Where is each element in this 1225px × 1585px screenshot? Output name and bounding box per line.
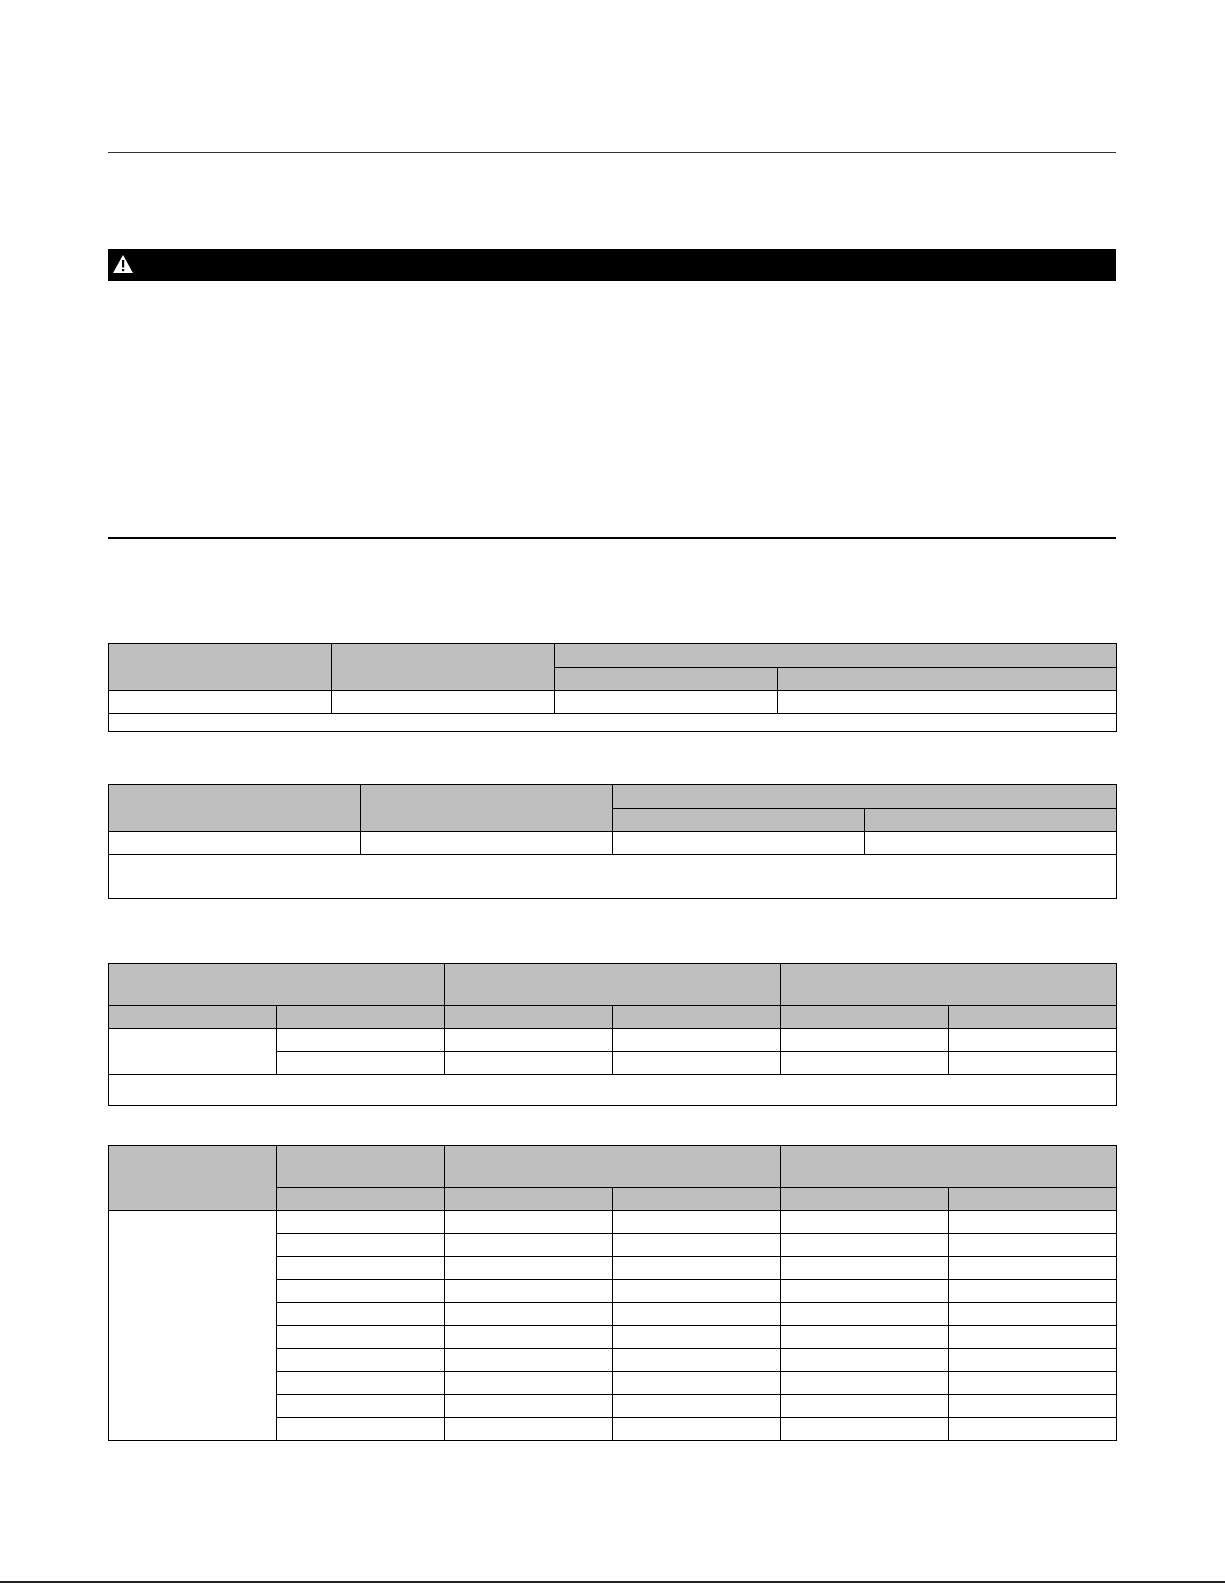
table-cell (613, 1372, 781, 1395)
spec-table-1 (108, 643, 1117, 732)
table-cell (613, 1418, 781, 1441)
table-cell (613, 1280, 781, 1303)
table-subheader-cell (277, 1006, 445, 1029)
table-cell (445, 1211, 613, 1234)
table-cell (109, 1211, 277, 1441)
table-cell (277, 1052, 445, 1075)
table-cell (332, 691, 555, 714)
section-divider (108, 537, 1116, 539)
table-cell (949, 1418, 1117, 1441)
table-header-cell (332, 644, 555, 691)
table-header-cell (613, 785, 1117, 809)
table-cell (613, 1257, 781, 1280)
table-subheader-cell (445, 1006, 613, 1029)
table-cell (613, 1395, 781, 1418)
table-cell (109, 691, 332, 714)
table-subheader-cell (445, 1188, 613, 1211)
table-cell (949, 1349, 1117, 1372)
table-cell (277, 1372, 445, 1395)
table-cell (613, 1211, 781, 1234)
table-cell (277, 1303, 445, 1326)
table-cell (949, 1257, 1117, 1280)
table-subheader-cell (613, 1006, 781, 1029)
table-subheader-cell (277, 1188, 445, 1211)
table-cell (277, 1257, 445, 1280)
table-subheader-cell (781, 1006, 949, 1029)
table-cell (109, 832, 361, 855)
table-cell (949, 1029, 1117, 1052)
table-cell (445, 1303, 613, 1326)
table-row (109, 1029, 1117, 1052)
table-header-cell (109, 1146, 277, 1211)
table-cell (445, 1257, 613, 1280)
table-cell (949, 1211, 1117, 1234)
table-cell (949, 1234, 1117, 1257)
table-subheader-cell (781, 1188, 949, 1211)
table-cell (277, 1395, 445, 1418)
table-cell (781, 1257, 949, 1280)
table-cell (781, 1349, 949, 1372)
table-cell (613, 1029, 781, 1052)
table-header-cell (555, 644, 1117, 668)
table-cell (949, 1372, 1117, 1395)
table-cell (613, 1326, 781, 1349)
table-cell (613, 1303, 781, 1326)
table-cell (361, 832, 613, 855)
table-subheader-cell (949, 1006, 1117, 1029)
table-cell (781, 1395, 949, 1418)
table-cell (949, 1326, 1117, 1349)
table-subheader-cell (949, 1188, 1117, 1211)
spec-table-3 (108, 963, 1117, 1106)
table-header-cell (361, 785, 613, 832)
table-cell (949, 1280, 1117, 1303)
table-cell (277, 1029, 445, 1052)
table-cell (555, 691, 778, 714)
table-note (109, 1075, 1117, 1106)
table-cell (781, 1029, 949, 1052)
table-cell (445, 1349, 613, 1372)
spec-table-2 (108, 784, 1117, 899)
table-cell (613, 832, 865, 855)
top-divider (108, 152, 1116, 153)
footer-divider (0, 1581, 1225, 1583)
table-cell (613, 1349, 781, 1372)
table-note (109, 855, 1117, 899)
table-cell (781, 1234, 949, 1257)
table-header-cell (445, 1146, 781, 1188)
table-subheader-cell (865, 809, 1117, 832)
table-subheader-cell (613, 809, 865, 832)
table-header-cell (781, 1146, 1117, 1188)
table-cell (781, 1303, 949, 1326)
table-row (109, 832, 1117, 855)
table-cell (781, 1372, 949, 1395)
table-header-cell (109, 785, 361, 832)
table-cell (277, 1349, 445, 1372)
table-cell (949, 1052, 1117, 1075)
table-header-cell (781, 964, 1117, 1006)
table-cell (445, 1326, 613, 1349)
table-cell (445, 1372, 613, 1395)
table-cell (781, 1052, 949, 1075)
table-row (109, 691, 1117, 714)
table-cell (277, 1418, 445, 1441)
table-cell (781, 1418, 949, 1441)
table-subheader-cell (109, 1006, 277, 1029)
table-cell (109, 1029, 277, 1075)
spec-table-4 (108, 1145, 1117, 1441)
table-header-cell (277, 1146, 445, 1188)
table-cell (445, 1280, 613, 1303)
table-cell (277, 1234, 445, 1257)
warning-triangle-icon (112, 254, 134, 274)
table-cell (445, 1395, 613, 1418)
table-cell (613, 1052, 781, 1075)
table-cell (277, 1211, 445, 1234)
table-note (109, 714, 1117, 732)
table-row (109, 1211, 1117, 1234)
table-cell (445, 1418, 613, 1441)
table-cell (445, 1052, 613, 1075)
table-subheader-cell (613, 1188, 781, 1211)
warning-banner (108, 249, 1116, 281)
table-cell (613, 1234, 781, 1257)
table-cell (277, 1326, 445, 1349)
table-cell (781, 1326, 949, 1349)
table-cell (445, 1029, 613, 1052)
table-header-cell (109, 644, 332, 691)
table-cell (781, 1280, 949, 1303)
table-cell (949, 1395, 1117, 1418)
table-cell (445, 1234, 613, 1257)
table-cell (865, 832, 1117, 855)
table-cell (778, 691, 1117, 714)
table-header-cell (109, 964, 445, 1006)
table-header-cell (445, 964, 781, 1006)
table-cell (949, 1303, 1117, 1326)
table-cell (781, 1211, 949, 1234)
table-subheader-cell (555, 668, 778, 691)
table-subheader-cell (778, 668, 1117, 691)
table-cell (277, 1280, 445, 1303)
